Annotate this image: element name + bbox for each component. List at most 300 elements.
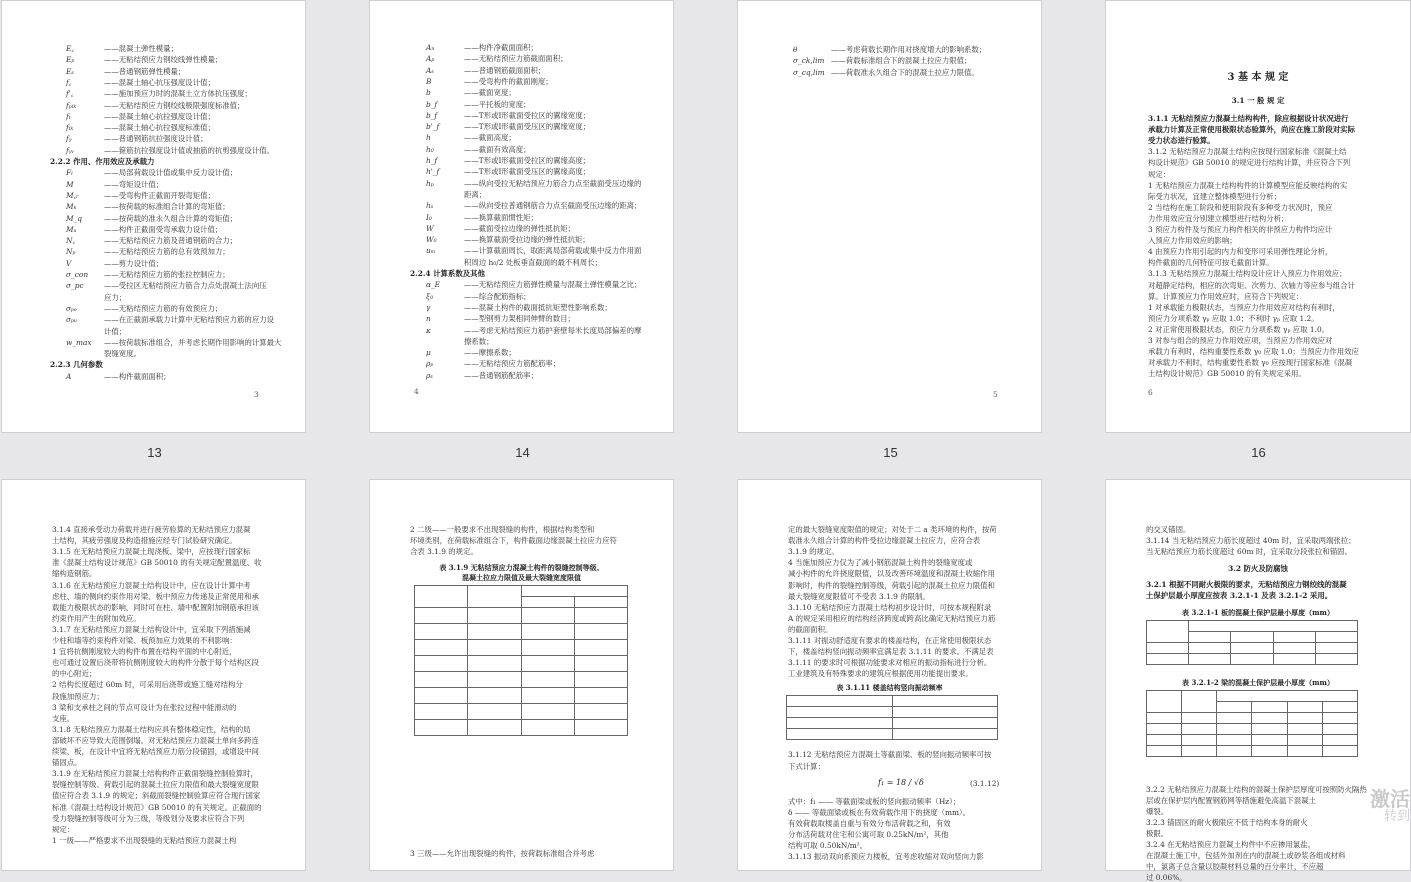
- symbol-definition: ——荷载标准组合下的混凝土拉应力限值；: [831, 56, 972, 66]
- th-level: [521, 586, 628, 597]
- symbol-definition: ——按荷载标准组合，并考虑长期作用影响的计算最大: [104, 337, 282, 347]
- symbol-line: [426, 349, 516, 356]
- symbol: h: [426, 133, 431, 143]
- symbol-line: [66, 373, 171, 380]
- symbol-line: [426, 304, 612, 311]
- table-cell: [521, 672, 574, 688]
- clause-line: 承载力有利时，结构重要性系数 γ₀ 应取 1.0；当预应力作用效应: [1148, 347, 1359, 357]
- table-cell: [415, 704, 468, 720]
- symbol-definition: ——无粘结预应力钢绞线极限强度标准值；: [104, 100, 245, 110]
- table-cell: [415, 672, 468, 688]
- symbol-definition: ——无粘结预应力筋弹性模量与混凝土弹性模量之比；: [464, 280, 642, 290]
- clause-line: 爆裂。: [1146, 806, 1169, 816]
- clause-line: 1 宜将抗侧刚度较大的构件布置在结构平面的中心附近，: [52, 647, 237, 657]
- symbol-line: [66, 169, 237, 176]
- clause-line: 3.1.9 在无粘结预应力混凝土结构构件正截面裂缝控制验算时，: [52, 769, 258, 779]
- symbol-line: [66, 124, 215, 131]
- table-cell: [787, 718, 893, 729]
- symbol: σ_ck,lim: [793, 56, 825, 66]
- clause-line: 约束作用产生的附加效应。: [52, 613, 141, 623]
- symbol-definition: ——无粘结预应力筋的总有效预加力；: [104, 247, 230, 257]
- th-cond: [1147, 620, 1189, 642]
- symbol: ρₛ: [426, 370, 433, 380]
- page-number: 4: [414, 387, 419, 396]
- clause-line: 下式计算：: [788, 761, 825, 771]
- symbol-definition: ——无粘结预应力筋配筋率；: [464, 359, 561, 369]
- page-thumbnail-19[interactable]: [738, 480, 1041, 870]
- symbol-definition: 计值；: [104, 326, 127, 336]
- clause-heading-line: 土保护层最小厚度应按表 3.2.1-1 及表 3.2.1-2 采用。: [1146, 591, 1333, 601]
- symbol: fᵧᵥ: [66, 145, 75, 155]
- symbol: θ: [793, 45, 798, 54]
- clause-line: 3.1.2 无粘结预应力混凝土结构应按现行国家标准《混凝土结: [1148, 147, 1347, 157]
- symbol: b: [426, 88, 431, 98]
- clause-line: 的中心附近；: [52, 669, 97, 679]
- symbol-definition: ——剪力设计值；: [104, 258, 164, 268]
- clause-line: 2 结构长度超过 60m 时，可采用后浇带或施工缝对结构分: [52, 680, 243, 690]
- symbol: W₀: [426, 235, 437, 245]
- symbol-line: [426, 101, 531, 108]
- symbol: M: [66, 179, 74, 189]
- clause-line: 土结构设计规范》GB 50010 的有关规定采用。: [1148, 369, 1306, 379]
- table-cell: [892, 729, 998, 740]
- th-hour: [1273, 631, 1315, 642]
- symbol-definition: ——混凝土弹性模量；: [104, 44, 178, 53]
- table-cell: [1315, 653, 1357, 664]
- symbol-line: [66, 316, 274, 323]
- symbol-definition: ——受拉区无粘结预应力筋合力点处混凝土法向压: [104, 281, 267, 291]
- table-cell: [468, 688, 521, 704]
- symbol-definition: 裂缝宽度。: [104, 349, 141, 359]
- page-thumbnail-14[interactable]: [370, 1, 673, 432]
- table-cell: [1147, 653, 1189, 664]
- table-cell: [574, 704, 627, 720]
- table-cell: [574, 608, 627, 624]
- clause-line: 力作用效应宜分别建立模型进行结构分析；: [1148, 213, 1289, 223]
- clause-line: 入预应力作用效应的影响；: [1148, 236, 1237, 246]
- th-hour: [1252, 701, 1287, 712]
- clause-line: 当无粘结预应力筋长度超过 60m 时，宜采取分段张拉和锚固。: [1146, 547, 1352, 557]
- clause-line: 准《混凝土结构设计规范》GB 50010 的有关规定配置温度、收: [52, 558, 262, 568]
- symbol-definition: ——受弯构件正截面开裂弯矩值；: [104, 190, 215, 200]
- clause-line: 中，氯离子总含量以胶凝材料总量的百分率计，不应超: [1146, 862, 1324, 872]
- symbol: Aₙ: [426, 43, 435, 52]
- th-env: [415, 586, 468, 608]
- symbol-definition: ——T形或I形截面受拉区的翼缘宽度；: [464, 110, 591, 120]
- table-cell: [787, 707, 893, 718]
- symbol-definition: ——荷载准永久组合下的混凝土拉应力限值。: [831, 67, 979, 77]
- symbol-line: [66, 135, 207, 142]
- symbol: Fₗ: [66, 168, 73, 178]
- table-cell: [1252, 712, 1287, 723]
- table-cell: [1322, 712, 1357, 723]
- symbol: n: [426, 314, 431, 324]
- clause-line: 结构可取 0.50kN/m²。: [788, 841, 868, 850]
- th-fire: [1217, 690, 1358, 701]
- table-cell: [1231, 653, 1273, 664]
- table-cell: [574, 672, 627, 688]
- symbol-line: [66, 248, 230, 255]
- table-cell: [892, 718, 998, 729]
- clause-line: 3 对参与组合的预应力作用效应项，当预应力作用效应对: [1148, 336, 1333, 345]
- symbol: σ_con: [66, 270, 89, 279]
- clause-line: 少柱和墙等约束构件对梁、板预加应力效果的不利影响：: [52, 636, 237, 645]
- symbol-line: [66, 102, 244, 109]
- th-a: [521, 597, 574, 608]
- page-label-14: 14: [515, 445, 530, 460]
- table-cell: [1182, 723, 1217, 734]
- th-cond: [1147, 690, 1182, 712]
- symbol: μ: [426, 348, 431, 358]
- symbol-definition: ——受弯构件的截面刚度；: [464, 76, 553, 86]
- th-hour: [1189, 631, 1231, 642]
- symbol-definition: ——按荷载的准永久组合计算的弯矩值；: [104, 213, 238, 223]
- clause-heading-line: 3.1.1 无粘结预应力混凝土结构构件，除应根据设计状况进行: [1148, 114, 1349, 123]
- table-cell: [521, 688, 574, 704]
- clause-line: 3.1.10 无粘结预应力混凝土结构初步设计时，可按本规程附录: [788, 602, 992, 612]
- clause-line: 缩构造钢筋。: [52, 569, 97, 579]
- symbol-definition: ——纵向受拉无粘结预应力筋合力点至截面受压边缘的: [464, 178, 642, 188]
- clause-line: 3.1.11 的要求时可根据功能要求对相应的振动指标进行分析。: [788, 658, 992, 668]
- symbol-definition: 擦系数；: [464, 336, 494, 346]
- page-number: 5: [993, 390, 998, 399]
- symbol-line: [426, 236, 590, 243]
- symbol-definition: ——T形或I形截面受拉区的翼缘高度；: [464, 156, 591, 165]
- clause-line: 3.2.3 锚固区的耐火极限应不低于结构本身的耐火: [1146, 817, 1308, 827]
- table-cell: [415, 640, 468, 656]
- clause-line: 3.1.7 在无粘结预应力混凝土结构设计中，宜采取下列措施减: [52, 624, 251, 634]
- symbol-line: [426, 168, 590, 175]
- symbol-line: [66, 79, 215, 86]
- page-thumbnail-18[interactable]: [370, 480, 673, 870]
- clause-line: 2 二级——一般要求不出现裂缝的构件，根据结构类型和: [410, 525, 595, 534]
- page-thumbnail-17[interactable]: [2, 480, 305, 870]
- table-cell: [1322, 734, 1357, 745]
- clause-line: 2 当结构在施工阶段和使用阶段有多种受力状况时，预应: [1148, 202, 1333, 212]
- clause-heading-line: 3.2.1 根据不同耐火极限的要求，无粘结预应力钢绞线的混凝: [1146, 580, 1347, 590]
- symbol-line: [426, 67, 545, 74]
- page-label-13: 13: [147, 445, 162, 460]
- clause-line: 3 三级——允许出现裂缝的构件，按荷载标准组合并考虑: [410, 849, 595, 858]
- symbol: fₜₖ: [66, 123, 74, 133]
- clause-line: 对承载力不利时，结构重要性系数 γ₀ 应按现行国家标准《混凝: [1148, 358, 1353, 368]
- clause-line: 对超静定结构，相应的次弯矩、次剪力、次轴力等应参与组合计: [1148, 280, 1355, 290]
- clause-line: 构件截面的几何特征可按毛截面计算。: [1148, 258, 1274, 268]
- table-cell: [1252, 745, 1287, 756]
- table-cell: [1147, 642, 1189, 653]
- symbol-definition: ——在正截面承载力计算中无粘结预应力筋的应力设: [104, 315, 274, 325]
- symbol-line: [426, 146, 531, 153]
- clause-line: 构设计规范》GB 50010 的规定进行结构计算，并应符合下列: [1148, 158, 1351, 168]
- symbol-definition: ——无粘结预应力钢绞线弹性模量；: [104, 55, 223, 65]
- clause-line: 3 梁和支承柱之间的节点可设计为在张拉过程中能滑动的: [52, 702, 237, 712]
- symbol: w_max: [66, 337, 92, 347]
- clause-line: 锚固点。: [52, 758, 82, 768]
- activation-watermark: [1370, 788, 1410, 824]
- symbol-line: [426, 89, 516, 96]
- watermark-line-1: 激活: [1370, 787, 1410, 811]
- clause-line: 际受力状况，宜建立整体模型进行分析；: [1148, 191, 1282, 201]
- table-cell: [521, 656, 574, 672]
- table-cell: [1315, 642, 1357, 653]
- table-cell: [1287, 723, 1322, 734]
- symbol-line: [426, 78, 553, 85]
- table-cell: [1147, 723, 1182, 734]
- symbol-line: [426, 327, 641, 334]
- symbol: κ: [426, 325, 431, 335]
- clause-line: 在混凝土施工中，包括外加剂在内的混凝土或砂浆各组成材料: [1146, 851, 1346, 861]
- table-cell: [574, 624, 627, 640]
- table-cell: [1182, 745, 1217, 756]
- symbol-line: [66, 305, 222, 312]
- symbol: α_E: [426, 280, 441, 290]
- symbol-line: [426, 372, 538, 379]
- table-cell: [1287, 734, 1322, 745]
- symbol: b_f: [426, 99, 438, 109]
- clause-line: 影响时，构件的裂缝控制等级，荷载引起的混凝土拉应力限值和: [788, 580, 995, 590]
- table-cell: [574, 656, 627, 672]
- symbol-definition: ——截面高度；: [464, 133, 516, 143]
- symbol-line: [426, 157, 590, 164]
- clause-line: 的交叉锚固。: [1146, 525, 1191, 534]
- symbol-line: [426, 123, 590, 130]
- symbol-definition: ——综合配筋指标；: [464, 291, 531, 301]
- symbol-line: [66, 181, 163, 188]
- clause-line: 3.1.14 当无粘结预应力筋长度超过 40m 时，宜采取两端张拉；: [1146, 536, 1356, 546]
- table-cell: [1252, 734, 1287, 745]
- clause-line: 3.1.8 无粘结预应力混凝土结构应具有整体稳定性，结构的局: [52, 724, 251, 734]
- clause-line: 受力裂缝控制等级可分为三级，等级划分及要求应符合下列: [52, 813, 245, 823]
- symbol: hₛ: [426, 201, 434, 211]
- symbol-definition: ——平托板的宽度；: [464, 99, 531, 109]
- table-cell: [787, 729, 893, 740]
- table-cell: [521, 624, 574, 640]
- formula-number: (3.1.12): [970, 778, 1000, 788]
- symbol: E꜀: [66, 44, 74, 53]
- table-title: 表 3.1.9 无粘结预应力混凝土构件的裂缝控制等级、: [439, 563, 604, 573]
- page-label-16: 16: [1251, 445, 1266, 460]
- symbol: Aₚ: [426, 54, 435, 64]
- table-title: 表 3.1.11 楼盖结构竖向振动频率: [836, 683, 943, 693]
- table-cell: [521, 720, 574, 736]
- table-cell: [1273, 653, 1315, 664]
- symbol: ρₚ: [426, 359, 434, 369]
- table-cell: [468, 672, 521, 688]
- symbol-definition: ——摩擦系数；: [464, 348, 516, 358]
- symbol-line: [66, 294, 126, 301]
- clause-line: 3.1.4 直接承受动力荷载并进行疲劳验算的无粘结预应力混凝: [52, 525, 251, 534]
- symbol-line: [426, 293, 531, 300]
- symbol-line: [426, 55, 567, 62]
- symbol-line: [426, 44, 538, 51]
- page-thumbnail-13[interactable]: [2, 1, 305, 432]
- symbol-line: [793, 46, 986, 53]
- symbol-definition: ——普通钢筋弹性模量；: [104, 66, 186, 76]
- symbol: ξ₀: [426, 291, 434, 301]
- symbol: Eₛ: [66, 66, 74, 76]
- section-heading: 3.2 防火及防腐蚀: [1228, 564, 1288, 574]
- symbol-line: [426, 191, 486, 198]
- clause-line: 减小构件的允许挠度限值，以及改善环境温度和混凝土收缩作用: [788, 569, 995, 579]
- clause-heading-line: 承载力计算及正常使用极限状态验算外，尚应在施工阶段对实际: [1148, 125, 1355, 135]
- symbol-line: [66, 56, 222, 63]
- clause-line: 也可通过设置后浇带将抗侧刚度较大的构件分散于每个结构区段: [52, 658, 259, 668]
- table-cell: [1217, 745, 1252, 756]
- symbol-line: [66, 203, 230, 210]
- symbol-definition: ——混凝土轴心抗拉强度标准值；: [104, 123, 215, 133]
- symbol-line: [66, 147, 274, 154]
- clause-line: 1 对承载能力极限状态，当预应力作用效应对结构有利时，: [1148, 302, 1340, 312]
- table-cell: [1217, 734, 1252, 745]
- clause-line: 环境类别，在荷载标准组合下，构件截面边缘混凝土拉应力应符: [410, 536, 617, 546]
- clause-line: 3.2.2 无粘结预应力混凝土结构的混凝土保护层厚度可按照防火隔热: [1146, 784, 1367, 794]
- clause-line: 有效荷载取楼盖自重与有效分布活荷载之和，有效: [788, 818, 951, 828]
- table-cell: [1182, 712, 1217, 723]
- symbol: M_q: [66, 213, 82, 223]
- clause-line: 预应力分项系数 γₚ 应取 1.0；不利时 γₚ 应取 1.2。: [1148, 313, 1319, 323]
- symbol-line: [66, 192, 215, 199]
- table-cell: [468, 656, 521, 672]
- symbol-definition: ——普通钢筋配筋率；: [464, 370, 538, 380]
- th-hour: [1322, 701, 1357, 712]
- symbol-definition: ——T形或I形截面受压区的翼缘高度；: [464, 167, 591, 177]
- symbol: b'_f: [426, 122, 440, 132]
- symbol: σ_cq,lim: [793, 67, 825, 77]
- table-title: 混凝土拉应力限值及最大裂缝宽度限值: [462, 573, 581, 583]
- symbol-line: [66, 226, 222, 233]
- clause-line: δ —— 等截面梁或板在有效荷载作用下的挠度（mm）。: [788, 807, 971, 817]
- symbol-definition: 距离；: [464, 189, 487, 199]
- clause-line: 支座。: [52, 713, 75, 723]
- symbol-line: [426, 134, 516, 141]
- symbol-definition: ——构件净截面面积；: [464, 43, 538, 52]
- symbol-line: [793, 69, 979, 76]
- floor-frequency-table: [786, 695, 998, 740]
- symbol-line: [66, 68, 185, 75]
- clause-line: 段施加预应力；: [52, 691, 104, 701]
- clause-line: 4 当施加预应力仅为了减小钢筋混凝土构件的裂缝宽度或: [788, 558, 973, 568]
- crack-control-table: [414, 585, 628, 736]
- symbol: N꜀: [66, 236, 76, 246]
- table-cell: [415, 624, 468, 640]
- page-thumbnail-20[interactable]: [1106, 480, 1410, 882]
- table-cell: [415, 656, 468, 672]
- symbol-definition: ——混凝土轴心抗拉强度设计值；: [104, 111, 215, 121]
- symbol: f'꜀: [66, 89, 74, 99]
- symbol-definition: 积周边 h₀/2 处板垂直截面的最不利周长；: [464, 257, 602, 267]
- symbol-definition: ——计算截面周长，取距离局部荷载或集中反力作用面: [464, 246, 642, 256]
- chapter-heading: 3 基 本 规 定: [1227, 72, 1289, 83]
- table-cell: [1252, 723, 1287, 734]
- table-title: 表 3.2.1-1 板的混凝土保护层最小厚度（mm）: [1182, 607, 1334, 617]
- table-cell: [1147, 712, 1182, 723]
- clause-line: 的截面面积。: [788, 624, 833, 634]
- symbol: I₀: [426, 212, 432, 222]
- symbol: b_f: [426, 110, 438, 120]
- symbol-definition: ——普通钢筋截面面积；: [464, 65, 546, 75]
- symbol-line: [66, 339, 281, 346]
- table-cell: [892, 707, 998, 718]
- th-width: [1182, 690, 1217, 712]
- beam-cover-table: [1146, 690, 1358, 757]
- section-heading: 2.2.3 几何参数: [50, 360, 103, 370]
- clause-line: 定的最大裂缝宽度限值的规定；对处于二 a 类环境的构件，按荷: [788, 525, 997, 534]
- th-hour: [1231, 631, 1273, 642]
- clause-line: 3.1.9 的规定。: [788, 547, 839, 557]
- clause-line: 虑柱、墙的侧向约束作用对梁、板中预应力传递及正常使用和承: [52, 591, 259, 601]
- symbol-definition: ——无粘结预应力筋的有效预应力；: [104, 303, 223, 313]
- table-cell: [468, 608, 521, 624]
- symbol: Mₖ: [66, 202, 77, 212]
- symbol-line: [426, 360, 560, 367]
- clause-line: 部破坏不应导致大范围倒塌。对无粘结预应力混凝土单向多跨连: [52, 735, 259, 745]
- page-thumbnail-16[interactable]: [1106, 1, 1410, 432]
- symbol: hₚ: [426, 178, 434, 188]
- table-cell: [574, 720, 627, 736]
- clause-line: 3.1.12 无粘结预应力混凝土等截面梁、板的竖向振动频率可按: [788, 750, 992, 760]
- symbol-line: [793, 57, 971, 64]
- clause-line: 工业建筑及有特殊要求的建筑应根据使用功能提出要求。: [788, 669, 973, 679]
- clause-line: 过 0.06%。: [1146, 873, 1187, 882]
- page-thumbnail-15[interactable]: [738, 1, 1041, 432]
- symbol: Nₚ: [66, 247, 76, 257]
- th-hour: [1315, 631, 1357, 642]
- symbol: V: [66, 258, 72, 268]
- symbol: h₀: [426, 144, 434, 154]
- clause-line: 裂缝控制等级、荷载引起的混凝土拉应力限值和最大裂缝宽度限: [52, 780, 259, 790]
- symbol-definition: ——无粘结预应力筋的张拉控制应力；: [104, 270, 230, 279]
- clause-line: 续梁、板，在设计中宜将无粘结预应力筋分段锚固，或增设中间: [52, 747, 259, 756]
- table-cell: [521, 608, 574, 624]
- th-fire: [1189, 620, 1358, 631]
- clause-line: 3.1.13 振动双向系预应力楼板，宜考虑收缩对双向竖向力影: [788, 852, 984, 862]
- table-cell: [415, 720, 468, 736]
- symbol-line: [426, 180, 641, 187]
- symbol-definition: ——混凝土轴心抗压强度设计值；: [104, 77, 215, 87]
- symbol: σ_pc: [66, 281, 84, 291]
- table-cell: [574, 640, 627, 656]
- symbol-line: [66, 90, 252, 97]
- symbol: uₘ: [426, 246, 436, 256]
- symbol-definition: ——纵向受拉普通钢筋合力点至截面受压边缘的距离；: [464, 201, 642, 211]
- section-heading: 3.1 一 般 规 定: [1231, 96, 1285, 105]
- symbol-line: [66, 271, 230, 278]
- table-cell: [1147, 745, 1182, 756]
- symbol-line: [426, 247, 641, 254]
- symbol-line: [66, 282, 267, 289]
- symbol-line: [66, 350, 141, 357]
- symbol: M꜀ᵣ: [66, 190, 79, 200]
- page-number: 3: [254, 390, 259, 399]
- clause-line: 算。计算预应力作用效应时，应符合下列规定：: [1148, 291, 1304, 301]
- symbol-definition: 应力；: [104, 292, 127, 302]
- symbol-definition: ——截面宽度；: [464, 88, 516, 98]
- clause-line: 最大裂缝宽度限值可不受表 3.1.9 的限制。: [788, 591, 930, 601]
- symbol-definition: ——按荷载的标准组合计算的弯矩值；: [104, 202, 230, 212]
- symbol-line: [426, 202, 641, 209]
- symbol-definition: ——混凝土构件的截面抵抗矩塑性影响系数；: [464, 302, 612, 312]
- symbol-definition: ——换算截面惯性矩；: [464, 212, 538, 222]
- symbol-line: [426, 225, 575, 232]
- table-cell: [1287, 745, 1322, 756]
- symbol: W: [426, 223, 434, 233]
- table-cell: [468, 720, 521, 736]
- clause-line: 规定：: [52, 824, 75, 834]
- symbol-line: [426, 214, 538, 221]
- symbol-line: [426, 259, 602, 266]
- table-cell: [521, 640, 574, 656]
- clause-line: 4 由预应力作用引起的内力和变形可采用弹性理论分析，: [1148, 247, 1333, 257]
